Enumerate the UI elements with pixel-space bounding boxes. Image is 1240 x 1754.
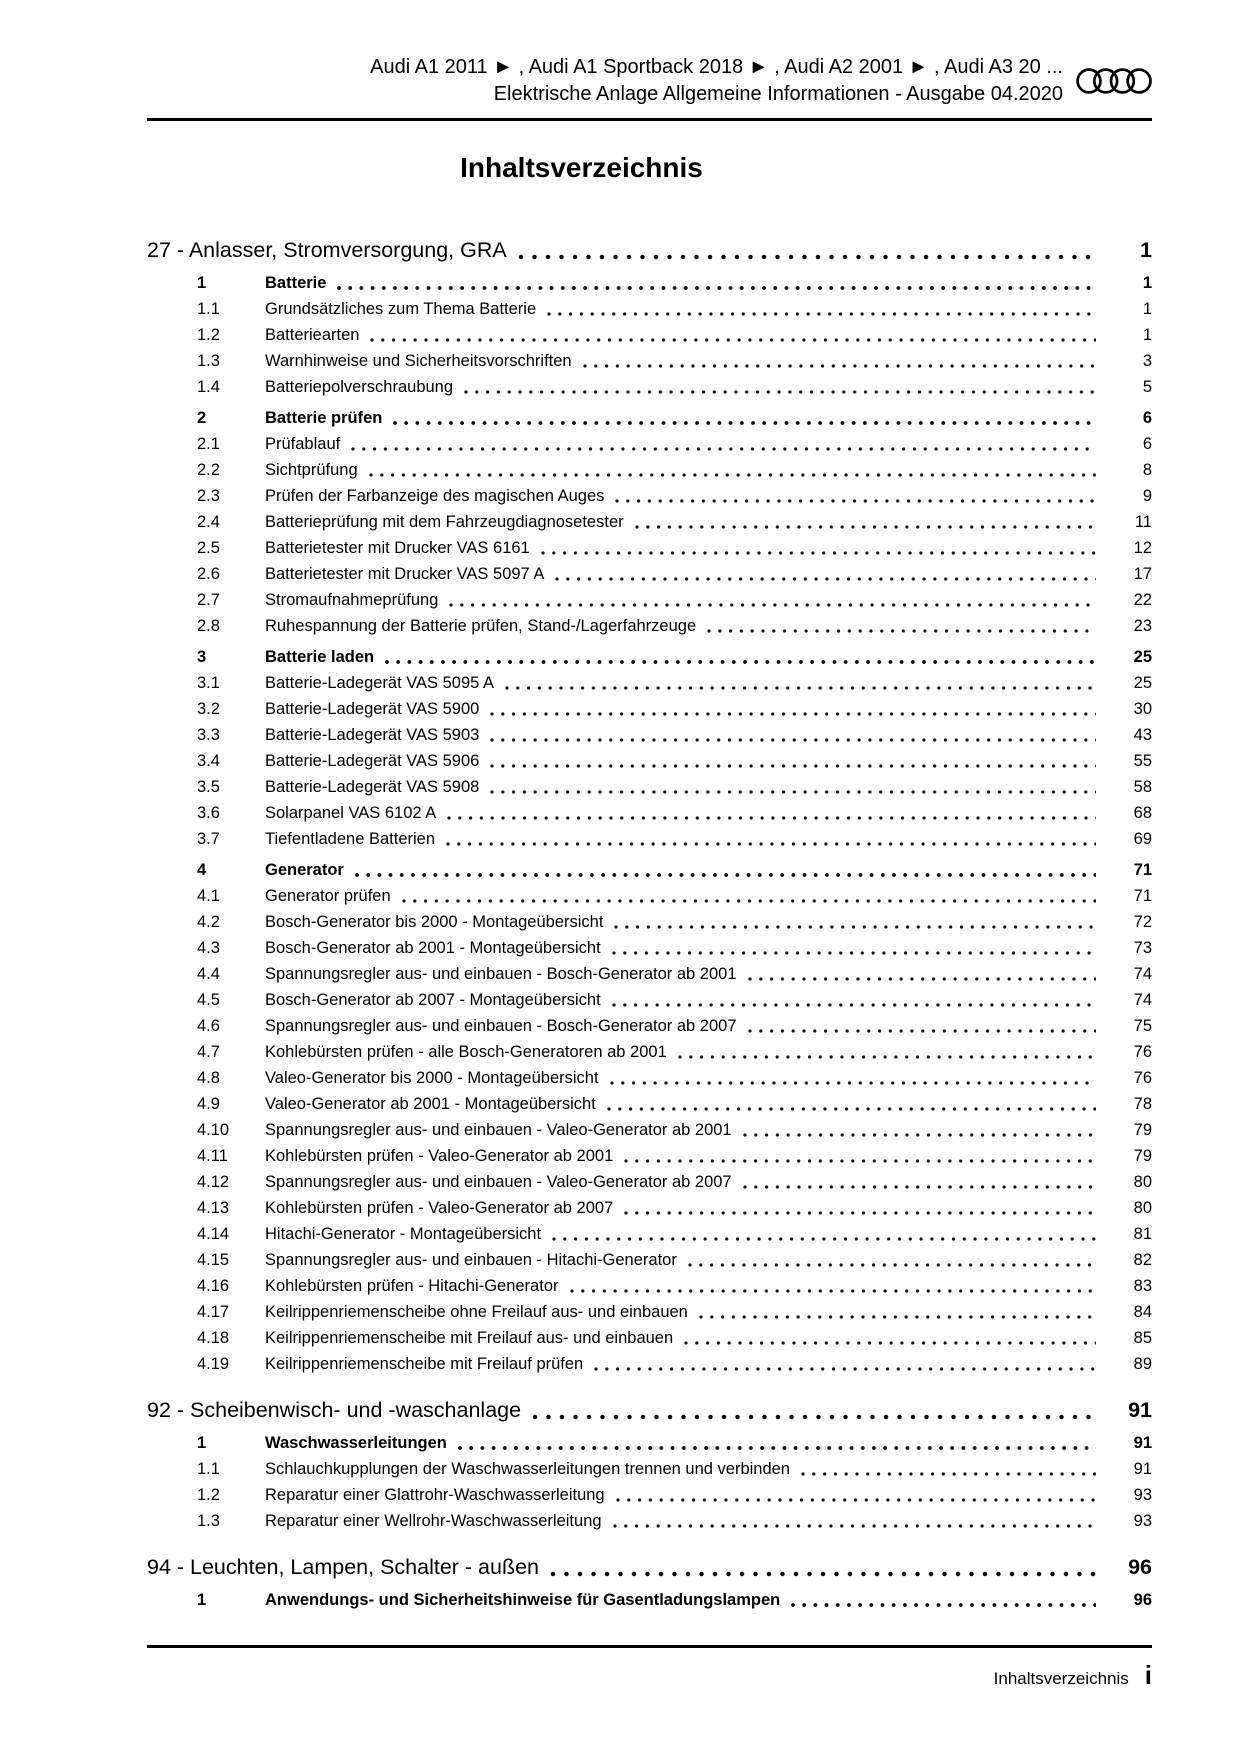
dot-leader-icon — [350, 446, 1096, 452]
dot-leader-icon — [463, 389, 1096, 395]
dot-leader-icon — [687, 1262, 1096, 1268]
dot-leader-icon — [401, 898, 1096, 904]
toc-entry-number: 1.2 — [197, 326, 220, 344]
toc-entry-number: 1 — [197, 1434, 207, 1452]
toc-entry-number: 4.4 — [197, 965, 220, 983]
footer-rule — [147, 1645, 1152, 1648]
toc-sub-row[interactable] — [147, 457, 1152, 483]
toc-entry-number: 4.16 — [197, 1277, 230, 1295]
toc-entry-label: Batterie — [265, 274, 327, 292]
toc-entry-label: Batterie prüfen — [265, 409, 383, 427]
dot-leader-icon — [698, 1314, 1096, 1320]
toc-entry-label: Bosch-Generator ab 2001 - Montageübersicht — [265, 939, 601, 957]
toc-entry-label: Batterietester mit Drucker VAS 6161 — [265, 539, 530, 557]
toc-entry-number: 4.15 — [197, 1251, 230, 1269]
footer-page-number: i — [1144, 1660, 1152, 1690]
toc-entry-number: 4.11 — [197, 1147, 228, 1165]
toc-entry-page: 79 — [1133, 1121, 1152, 1139]
audi-rings-icon — [1076, 66, 1152, 96]
toc-sub-row[interactable] — [147, 1273, 1152, 1299]
toc-sub-row[interactable] — [147, 587, 1152, 613]
page-header — [147, 54, 1152, 108]
toc-sub-row[interactable] — [147, 1482, 1152, 1508]
toc-entry-label: Kohlebürsten prüfen - Valeo-Generator ab 2007 — [265, 1199, 614, 1217]
toc-entry-label: Anwendungs- und Sicherheitshinweise für Gasentladungslampen — [265, 1591, 781, 1609]
toc-entry-page: 75 — [1133, 1017, 1152, 1035]
toc-entry-page: 78 — [1133, 1095, 1152, 1113]
toc-entry-number: 1.3 — [197, 1512, 220, 1530]
toc-entry-label: Ruhespannung der Batterie prüfen, Stand-/Lagerfahrzeuge — [265, 617, 697, 635]
toc-entry-page: 9 — [1142, 487, 1152, 505]
toc-sub-row[interactable] — [147, 1065, 1152, 1091]
toc-entry-page: 23 — [1133, 617, 1152, 635]
page-title: Inhaltsverzeichnis — [460, 152, 703, 183]
toc-section-row[interactable] — [147, 405, 1152, 431]
toc-entry-label: Kohlebürsten prüfen - Hitachi-Generator — [265, 1277, 559, 1295]
toc-entry-label: Generator — [265, 861, 344, 879]
toc-sub-row[interactable] — [147, 1039, 1152, 1065]
toc-entry-label: Keilrippenriemenscheibe mit Freilauf prüfen — [265, 1355, 584, 1373]
toc-entry-page: 81 — [1133, 1225, 1152, 1243]
toc-entry-number: 4.5 — [197, 991, 220, 1009]
toc-sub-row[interactable] — [147, 1117, 1152, 1143]
toc-entry-label: Batteriearten — [265, 326, 360, 344]
toc-entry-number: 2 — [197, 409, 207, 427]
toc-entry-page: 1 — [1142, 300, 1152, 318]
toc-sub-row[interactable] — [147, 909, 1152, 935]
toc-entry-label: Batterie-Ladegerät VAS 5906 — [265, 752, 480, 770]
toc-entry-page: 12 — [1133, 539, 1152, 557]
toc-entry-page: 6 — [1142, 409, 1152, 427]
toc-entry-number: 1.2 — [197, 1486, 220, 1504]
toc-entry-label: Batterie-Ladegerät VAS 5900 — [265, 700, 480, 718]
toc-sub-row[interactable] — [147, 1299, 1152, 1325]
toc-chapter-row[interactable] — [147, 235, 1152, 265]
toc-entry-page: 80 — [1133, 1173, 1152, 1191]
toc-entry-page: 68 — [1133, 804, 1152, 822]
toc-entry-page: 71 — [1133, 887, 1152, 905]
toc-entry-label: Spannungsregler aus- und einbauen - Bosch-Generator ab 2001 — [265, 965, 737, 983]
toc-entry-number: 3.2 — [197, 700, 220, 718]
toc-entry-number: 2.7 — [197, 591, 220, 609]
toc-entry-label: Kohlebürsten prüfen - Valeo-Generator ab 2001 — [265, 1147, 614, 1165]
toc-sub-row[interactable] — [147, 374, 1152, 400]
toc-entry-label: 94 - Leuchten, Lampen, Schalter - außen — [147, 1555, 540, 1579]
toc-entry-label: Spannungsregler aus- und einbauen - Bosch-Generator ab 2007 — [265, 1017, 737, 1035]
toc-sub-row[interactable] — [147, 1169, 1152, 1195]
dot-leader-icon — [683, 1340, 1096, 1346]
toc-sub-row[interactable] — [147, 1351, 1152, 1377]
toc-sub-row[interactable] — [147, 696, 1152, 722]
toc-entry-number: 4.2 — [197, 913, 220, 931]
toc-entry-label: Bosch-Generator bis 2000 - Montageübersicht — [265, 913, 604, 931]
dot-leader-icon — [611, 1002, 1096, 1008]
dot-leader-icon — [677, 1054, 1096, 1060]
dot-leader-icon — [554, 576, 1096, 582]
dot-leader-icon — [546, 311, 1096, 317]
toc-sub-row[interactable] — [147, 613, 1152, 639]
header-doc-subtitle: Elektrische Anlage Allgemeine Informationen - Ausgabe 04.2020 — [493, 83, 1063, 105]
toc-entry-number: 3.1 — [197, 674, 220, 692]
toc-page-content — [147, 121, 1152, 1613]
toc-entry-number: 2.5 — [197, 539, 220, 557]
toc-entry-number: 4.9 — [197, 1095, 220, 1113]
dot-leader-icon — [800, 1471, 1096, 1477]
toc-entry-label: Warnhinweise und Sicherheitsvorschriften — [265, 352, 572, 370]
toc-entry-number: 4.12 — [197, 1173, 230, 1191]
toc-sub-row[interactable] — [147, 883, 1152, 909]
toc-entry-label: Spannungsregler aus- und einbauen - Hitachi-Generator — [265, 1251, 677, 1269]
toc-entry-label: Bosch-Generator ab 2007 - Montageübersicht — [265, 991, 601, 1009]
toc-entry-label: Keilrippenriemenscheibe ohne Freilauf aus- und einbauen — [265, 1303, 688, 1321]
toc-sub-row[interactable] — [147, 722, 1152, 748]
dot-leader-icon — [614, 498, 1096, 504]
toc-sub-row[interactable] — [147, 800, 1152, 826]
toc-entry-number: 1.3 — [197, 352, 220, 370]
toc-chapter-row[interactable] — [147, 1395, 1152, 1425]
dot-leader-icon — [336, 285, 1096, 291]
toc-entry-number: 3 — [197, 648, 207, 666]
header-models-line: Audi A1 2011 ► , Audi A1 Sportback 2018 ► , Audi A2 2001 ► , Audi A3 20 ... — [370, 56, 1063, 78]
toc-sub-row[interactable] — [147, 509, 1152, 535]
toc-entry-page: 43 — [1133, 726, 1152, 744]
toc-entry-label: Spannungsregler aus- und einbauen - Valeo-Generator ab 2007 — [265, 1173, 732, 1191]
toc-sub-row[interactable] — [147, 322, 1152, 348]
toc-entry-label: Prüfablauf — [265, 435, 341, 453]
toc-entry-page: 1 — [1142, 326, 1152, 344]
page-footer — [147, 1660, 1152, 1691]
toc-sub-row[interactable] — [147, 561, 1152, 587]
toc-entry-number: 4.8 — [197, 1069, 220, 1087]
toc-section-row[interactable] — [147, 644, 1152, 670]
toc-entry-page: 83 — [1133, 1277, 1152, 1295]
toc-sub-row[interactable] — [147, 748, 1152, 774]
toc-entry-page: 91 — [1133, 1460, 1152, 1478]
toc-entry-number: 1 — [197, 274, 207, 292]
toc-sub-row[interactable] — [147, 483, 1152, 509]
dot-leader-icon — [354, 872, 1096, 878]
dot-leader-icon — [457, 1445, 1096, 1451]
toc-entry-label: Grundsätzliches zum Thema Batterie — [265, 300, 537, 318]
toc-entry-number: 4.10 — [197, 1121, 230, 1139]
toc-entry-page: 5 — [1142, 378, 1152, 396]
toc-entry-label: Batterie-Ladegerät VAS 5908 — [265, 778, 480, 796]
dot-leader-icon — [369, 337, 1096, 343]
toc-entry-number: 4.13 — [197, 1199, 230, 1217]
toc-entry-page: 55 — [1133, 752, 1152, 770]
toc-entry-label: Schlauchkupplungen der Waschwasserleitungen trennen und verbinden — [265, 1460, 790, 1478]
toc-entry-label: Tiefentladene Batterien — [265, 830, 436, 848]
toc-entry-page: 72 — [1133, 913, 1152, 931]
toc-entry-label: Batterie laden — [265, 648, 375, 666]
toc-entry-page: 74 — [1133, 965, 1152, 983]
dot-leader-icon — [593, 1366, 1096, 1372]
toc-entry-number: 4 — [197, 861, 207, 879]
toc-entry-number: 2.8 — [197, 617, 220, 635]
dot-leader-icon — [384, 659, 1096, 665]
toc-entry-label: Valeo-Generator bis 2000 - Montageübersicht — [265, 1069, 599, 1087]
dot-leader-icon — [445, 841, 1096, 847]
toc-entry-page: 8 — [1142, 461, 1152, 479]
dot-leader-icon — [489, 763, 1096, 769]
toc-entry-page: 96 — [1133, 1591, 1152, 1609]
toc-entry-page: 11 — [1134, 513, 1152, 531]
toc-entry-label: Hitachi-Generator - Montageübersicht — [265, 1225, 542, 1243]
toc-entry-page: 96 — [1128, 1555, 1152, 1579]
dot-leader-icon — [611, 950, 1096, 956]
toc-entry-label: Batteriepolverschraubung — [265, 378, 454, 396]
dot-leader-icon — [446, 815, 1096, 821]
toc-sub-row[interactable] — [147, 1221, 1152, 1247]
toc-entry-label: 92 - Scheibenwisch- und -waschanlage — [147, 1398, 522, 1422]
dot-leader-icon — [790, 1602, 1096, 1608]
dot-leader-icon — [606, 1106, 1096, 1112]
toc-sub-row[interactable] — [147, 296, 1152, 322]
toc-entry-page: 1 — [1142, 274, 1152, 292]
dot-leader-icon — [613, 924, 1096, 930]
toc-entry-label: Generator prüfen — [265, 887, 391, 905]
toc-entry-label: Solarpanel VAS 6102 A — [265, 804, 437, 822]
toc-entry-page: 71 — [1133, 861, 1152, 879]
toc-entry-page: 6 — [1142, 435, 1152, 453]
dot-leader-icon — [504, 685, 1096, 691]
toc-entry-label: Reparatur einer Wellrohr-Waschwasserleitung — [265, 1512, 602, 1530]
toc-entry-page: 76 — [1133, 1043, 1152, 1061]
toc-sub-row[interactable] — [147, 935, 1152, 961]
toc-entry-label: Keilrippenriemenscheibe mit Freilauf aus- und einbauen — [265, 1329, 674, 1347]
toc-entry-label: Spannungsregler aus- und einbauen - Valeo-Generator ab 2001 — [265, 1121, 732, 1139]
dot-leader-icon — [540, 550, 1096, 556]
toc-entry-number: 2.6 — [197, 565, 220, 583]
toc-entry-label: Batterietester mit Drucker VAS 5097 A — [265, 565, 545, 583]
toc-sub-row[interactable] — [147, 431, 1152, 457]
toc-entry-label: Waschwasserleitungen — [265, 1434, 447, 1452]
toc-entry-label: Prüfen der Farbanzeige des magischen Auges — [265, 487, 605, 505]
toc-section-row[interactable] — [147, 1587, 1152, 1613]
toc-section-row[interactable] — [147, 270, 1152, 296]
dot-leader-icon — [489, 737, 1096, 743]
header-text — [370, 54, 1063, 108]
toc-entry-page: 80 — [1133, 1199, 1152, 1217]
dot-leader-icon — [742, 1132, 1096, 1138]
toc-section-row[interactable] — [147, 1430, 1152, 1456]
toc-entry-number: 4.7 — [197, 1043, 220, 1061]
toc-sub-row[interactable] — [147, 961, 1152, 987]
dot-leader-icon — [517, 253, 1096, 261]
toc-entry-page: 79 — [1133, 1147, 1152, 1165]
dot-leader-icon — [623, 1158, 1096, 1164]
toc-entry-page: 58 — [1133, 778, 1152, 796]
toc-sub-row[interactable] — [147, 1508, 1152, 1534]
toc-sub-row[interactable] — [147, 348, 1152, 374]
toc-entry-page: 30 — [1133, 700, 1152, 718]
dot-leader-icon — [742, 1184, 1096, 1190]
toc-entry-number: 4.18 — [197, 1329, 230, 1347]
dot-leader-icon — [582, 363, 1096, 369]
dot-leader-icon — [634, 524, 1096, 530]
toc-entry-number: 1.1 — [197, 300, 220, 318]
toc-entry-page: 89 — [1133, 1355, 1152, 1373]
dot-leader-icon — [706, 628, 1096, 634]
toc-entry-number: 3.3 — [197, 726, 220, 744]
dot-leader-icon — [569, 1288, 1097, 1294]
toc-entry-number: 4.3 — [197, 939, 220, 957]
toc-entry-number: 1.1 — [197, 1460, 220, 1478]
toc-entry-number: 1 — [197, 1591, 207, 1609]
toc-entry-number: 2.3 — [197, 487, 220, 505]
toc-entry-label: Stromaufnahmeprüfung — [265, 591, 439, 609]
toc-entry-page: 91 — [1128, 1398, 1152, 1422]
dot-leader-icon — [609, 1080, 1096, 1086]
dot-leader-icon — [747, 976, 1097, 982]
toc-entry-page: 74 — [1133, 991, 1152, 1009]
toc-sub-row[interactable] — [147, 535, 1152, 561]
toc-entry-number: 3.6 — [197, 804, 220, 822]
dot-leader-icon — [612, 1523, 1096, 1529]
toc-entry-label: 27 - Anlasser, Stromversorgung, GRA — [147, 238, 507, 262]
toc-sub-row[interactable] — [147, 1013, 1152, 1039]
toc-chapter-row[interactable] — [147, 1552, 1152, 1582]
toc-entry-label: Batterieprüfung mit dem Fahrzeugdiagnosetester — [265, 513, 624, 531]
toc-entry-number: 4.6 — [197, 1017, 220, 1035]
toc-entry-page: 1 — [1140, 238, 1152, 262]
dot-leader-icon — [623, 1210, 1096, 1216]
dot-leader-icon — [549, 1570, 1096, 1578]
toc-entry-number: 3.7 — [197, 830, 220, 848]
dot-leader-icon — [368, 472, 1096, 478]
dot-leader-icon — [489, 711, 1096, 717]
toc-entry-page: 84 — [1133, 1303, 1152, 1321]
toc-entry-page: 69 — [1133, 830, 1152, 848]
toc-entry-page: 73 — [1133, 939, 1152, 957]
toc-entry-number: 4.14 — [197, 1225, 230, 1243]
toc-sub-row[interactable] — [147, 1325, 1152, 1351]
toc-section-row[interactable] — [147, 857, 1152, 883]
toc-entry-page: 3 — [1142, 352, 1152, 370]
toc-entry-number: 3.4 — [197, 752, 220, 770]
toc-entry-page: 25 — [1133, 648, 1152, 666]
dot-leader-icon — [551, 1236, 1096, 1242]
dot-leader-icon — [615, 1497, 1096, 1503]
toc-sub-row[interactable] — [147, 774, 1152, 800]
toc-entry-label: Batterie-Ladegerät VAS 5903 — [265, 726, 480, 744]
toc-entry-label: Kohlebürsten prüfen - alle Bosch-Generatoren ab 2001 — [265, 1043, 667, 1061]
toc-sub-row[interactable] — [147, 1456, 1152, 1482]
toc-entry-number: 3.5 — [197, 778, 220, 796]
dot-leader-icon — [448, 602, 1096, 608]
dot-leader-icon — [747, 1028, 1097, 1034]
toc-entry-number: 4.1 — [197, 887, 220, 905]
toc-entry-page: 93 — [1133, 1512, 1152, 1530]
toc-entry-label: Reparatur einer Glattrohr-Waschwasserleitung — [265, 1486, 605, 1504]
toc-entry-number: 4.17 — [197, 1303, 230, 1321]
table-of-contents — [147, 235, 1152, 1613]
toc-sub-row[interactable] — [147, 1143, 1152, 1169]
toc-entry-page: 17 — [1133, 565, 1152, 583]
toc-sub-row[interactable] — [147, 670, 1152, 696]
toc-entry-number: 2.2 — [197, 461, 220, 479]
toc-entry-page: 85 — [1133, 1329, 1152, 1347]
toc-entry-page: 76 — [1133, 1069, 1152, 1087]
toc-sub-row[interactable] — [147, 1195, 1152, 1221]
toc-entry-page: 22 — [1133, 591, 1152, 609]
toc-entry-page: 82 — [1133, 1251, 1152, 1269]
toc-sub-row[interactable] — [147, 826, 1152, 852]
toc-sub-row[interactable] — [147, 1247, 1152, 1273]
toc-entry-number: 1.4 — [197, 378, 220, 396]
toc-entry-page: 25 — [1133, 674, 1152, 692]
toc-entry-label: Batterie-Ladegerät VAS 5095 A — [265, 674, 495, 692]
toc-sub-row[interactable] — [147, 987, 1152, 1013]
toc-entry-number: 2.1 — [197, 435, 220, 453]
toc-sub-row[interactable] — [147, 1091, 1152, 1117]
toc-entry-label: Valeo-Generator ab 2001 - Montageübersicht — [265, 1095, 596, 1113]
toc-entry-label: Sichtprüfung — [265, 461, 358, 479]
toc-entry-page: 93 — [1133, 1486, 1152, 1504]
toc-entry-number: 2.4 — [197, 513, 220, 531]
toc-entry-page: 91 — [1133, 1434, 1152, 1452]
dot-leader-icon — [531, 1413, 1096, 1421]
toc-entry-number: 4.19 — [197, 1355, 230, 1373]
dot-leader-icon — [392, 420, 1096, 426]
dot-leader-icon — [489, 789, 1096, 795]
footer-label: Inhaltsverzeichnis — [993, 1669, 1129, 1688]
